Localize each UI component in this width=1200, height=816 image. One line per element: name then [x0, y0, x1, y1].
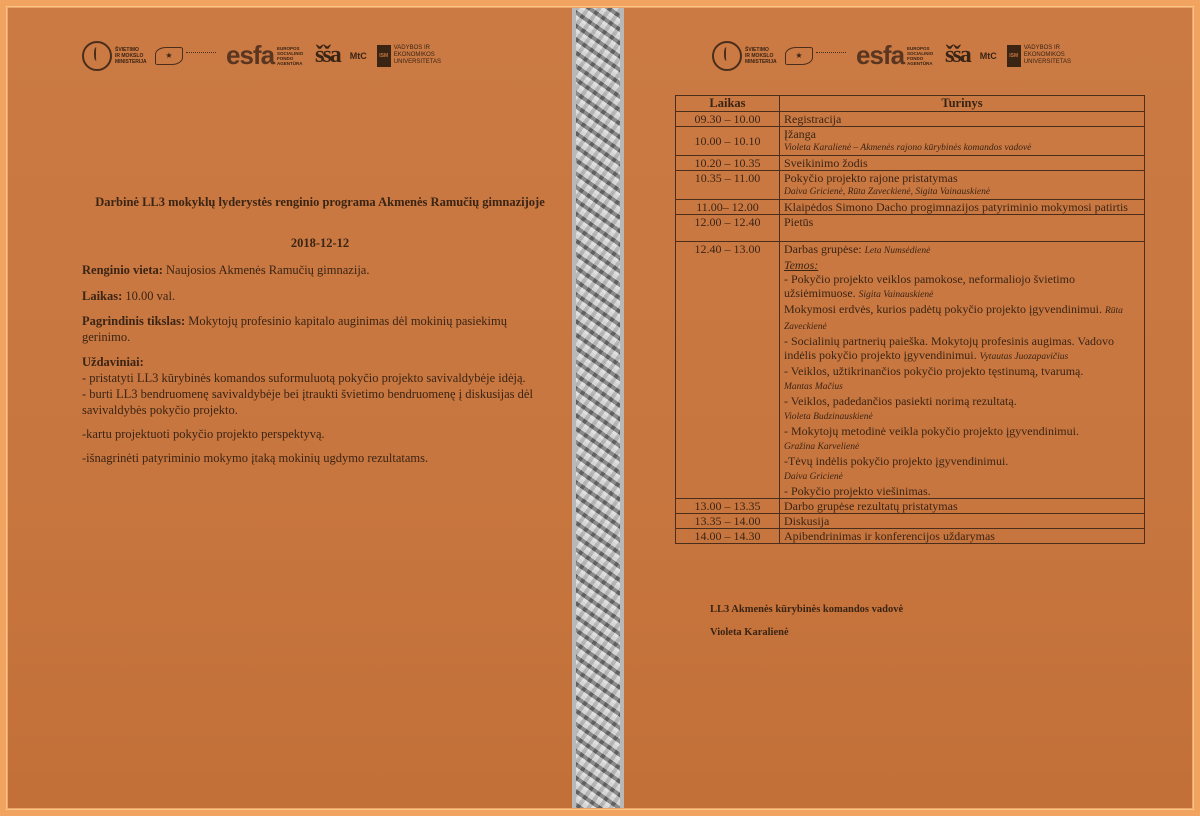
- topic-item: - Socialinių partnerių paieška. Mokytojų profesinis augimas. Vadovo indėlis pokyčio projekto įgyvendinimui. Vytautas Juozapavičius: [784, 334, 1115, 362]
- esfa-logo: esfa EUROPOS SOCIALINIO FONDO AGENTŪRA: [226, 40, 304, 70]
- row-time: 13.00 – 13.35: [676, 499, 780, 514]
- table-row: [676, 529, 1145, 544]
- ssa-logo: šša: [315, 42, 340, 68]
- left-logo-strip: [82, 40, 464, 71]
- row-content: Diskusija: [780, 514, 1145, 529]
- task-item: - burti LL3 bendruomenę savivaldybėje bei įtraukti švietimo bendruomenę į diskusijas dėl savivaldybės pokyčio projekto.: [82, 387, 533, 417]
- venue-label: Renginio vieta:: [82, 263, 163, 277]
- row-content: Darbo grupėse rezultatų pristatymas: [780, 499, 1145, 514]
- table-row: [676, 112, 1145, 127]
- document-date: 2018-12-12: [290, 236, 350, 250]
- task-item: -išnagrinėti patyriminio mokymo įtaką mokinių ugdymo rezultatams.: [82, 451, 429, 465]
- row-time: 10.35 – 11.00: [676, 171, 780, 200]
- time-value: 10.00 val.: [122, 289, 176, 303]
- table-row: [676, 514, 1145, 529]
- venue-field: [82, 262, 552, 278]
- row-time: 09.30 – 10.00: [676, 112, 780, 127]
- row-content: Klaipėdos Simono Dacho progimnazijos patyriminio mokymosi patirtis: [780, 200, 1145, 215]
- row-speaker: Leta Numsėdienė: [864, 246, 931, 256]
- table-row: [676, 200, 1145, 215]
- topic-item: Mokymosi erdvės, kurios padėtų pokyčio projekto įgyvendinimui. Rūta Zaveckienė: [784, 302, 1123, 332]
- goal-value: Mokytojų profesinio kapitalo auginimas dėl mokinių pasiekimų gerinimo.: [82, 314, 507, 344]
- row-time: 10.20 – 10.35: [676, 156, 780, 171]
- table-row: [676, 127, 1145, 156]
- row-time: 12.40 – 13.00: [676, 242, 780, 499]
- foil-divider: [572, 8, 624, 808]
- row-content: Sveikinimo žodis: [780, 156, 1145, 171]
- row-time: 10.00 – 10.10: [676, 127, 780, 156]
- document-title: Darbinė LL3 mokyklų lyderystės renginio programa Akmenės Ramučių gimnazijoje: [95, 195, 545, 209]
- topic-item: - Pokyčio projekto veiklos pamokose, neformaliojo švietimo užsiėmimuose. Sigita Vainauskienė: [784, 272, 1075, 300]
- signature-name: Violeta Karalienė: [710, 627, 789, 638]
- ism-logo: ISM VADYBOS IR EKONOMIKOS UNIVERSITETAS: [377, 45, 464, 67]
- tasks-section: [82, 354, 552, 466]
- task-item: - pristatyti LL3 kūrybinės komandos suformuluotą pokyčio projekto savivaldybėje idėją.: [82, 371, 526, 385]
- topic-item: - Pokyčio projekto viešinimas.: [784, 484, 931, 498]
- time-field: [82, 288, 552, 304]
- goal-field: [82, 313, 552, 345]
- table-row-group-work: [676, 242, 1145, 499]
- row-content: Pokyčio projekto rajone pristatymas Daiva Gricienė, Rūta Zaveckienė, Sigita Vainauskienė: [780, 171, 1145, 200]
- goal-label: Pagrindinis tikslas:: [82, 314, 186, 328]
- eu-flag-icon: ★: [785, 47, 813, 65]
- topics-label: Temos:: [784, 258, 819, 272]
- row-content: Įžanga Violeta Karalienė – Akmenės rajono kūrybinės komandos vadovė: [780, 127, 1145, 156]
- topic-item: - Veiklos, užtikrinančios pokyčio projekto tęstinumą, tvarumą. Mantas Mačius: [784, 364, 1084, 392]
- mtc-logo: MtC: [979, 50, 997, 61]
- row-content: Registracija: [780, 112, 1145, 127]
- table-row: [676, 156, 1145, 171]
- topic-item: -Tėvų indėlis pokyčio projekto įgyvendinimui. Daiva Gricienė: [784, 454, 1009, 482]
- venue-value: Naujosios Akmenės Ramučių gimnazija.: [162, 263, 370, 277]
- table-row: [676, 499, 1145, 514]
- row-speaker: Daiva Gricienė, Rūta Zaveckienė, Sigita Vainauskienė: [784, 187, 991, 197]
- eu-logo: [785, 47, 846, 65]
- header-content: Turinys: [780, 96, 1145, 112]
- row-speaker: Violeta Karalienė – Akmenės rajono kūrybinės komandos vadovė: [784, 143, 1032, 153]
- table-header-row: [676, 96, 1145, 112]
- row-time: 14.00 – 14.30: [676, 529, 780, 544]
- task-item: -kartu projektuoti pokyčio projekto perspektyvą.: [82, 427, 325, 441]
- signature-role: LL3 Akmenės kūrybinės komandos vadovė: [710, 604, 904, 615]
- header-time: Laikas: [676, 96, 780, 112]
- eu-logo: [155, 47, 216, 65]
- right-logo-strip: [712, 40, 1094, 71]
- schedule-table: [675, 95, 1145, 544]
- ssa-logo: šša: [945, 42, 970, 68]
- row-content: Darbas grupėse: Leta Numsėdienė Temos: - Pokyčio projekto veiklos pamokose, neformaliojo švietimo užsiėmimuose. Sigita Vainauskienė Mokymosi erdvės, kurios padėtų pokyčio projekto įgyvendinimui. Rūta Zaveckienė - Socialinių partnerių paieška. Mokytojų profesinis augimas. Vadovo indėlis pokyčio projekto įgyvendinimui. Vytautas Juozapavičius - Veiklos, užtikrinančios pokyčio projekto tęstinumą, tvarumą. Mantas Mačius - Veiklos, padedančios pasiekti norimą rezultatą. Violeta Budzinauskienė - Mokytojų metodinė veikla pokyčio projekto įgyvendinimui. Gražina Karvelienė -Tėvų indėlis pokyčio projekto įgyvendinimui. Daiva Gricienė - Pokyčio projekto viešinimas.: [780, 242, 1145, 499]
- esfa-logo: esfa EUROPOS SOCIALINIO FONDO AGENTŪRA: [856, 40, 934, 70]
- eu-flag-icon: ★: [155, 47, 183, 65]
- ism-logo: ISM VADYBOS IR EKONOMIKOS UNIVERSITETAS: [1007, 45, 1094, 67]
- ministry-logo: ŠVIETIMO IR MOKSLO MINISTERIJA: [82, 41, 145, 71]
- row-time: 12.00 – 12.40: [676, 215, 780, 242]
- topic-item: - Veiklos, padedančios pasiekti norimą rezultatą. Violeta Budzinauskienė: [784, 394, 1017, 422]
- ministry-emblem-icon: [712, 41, 742, 71]
- row-time: 11.00– 12.00: [676, 200, 780, 215]
- topic-item: - Mokytojų metodinė veikla pokyčio projekto įgyvendinimui. Gražina Karvelienė: [784, 424, 1079, 452]
- ministry-logo: ŠVIETIMO IR MOKSLO MINISTERIJA: [712, 41, 775, 71]
- mtc-logo: MtC: [349, 50, 367, 61]
- table-row: [676, 171, 1145, 200]
- ministry-emblem-icon: [82, 41, 112, 71]
- row-content: Pietūs: [780, 215, 1145, 242]
- row-time: 13.35 – 14.00: [676, 514, 780, 529]
- time-label: Laikas:: [82, 289, 123, 303]
- tasks-label: Uždaviniai:: [82, 355, 144, 369]
- table-row: [676, 215, 1145, 242]
- row-content: Apibendrinimas ir konferencijos uždarymas: [780, 529, 1145, 544]
